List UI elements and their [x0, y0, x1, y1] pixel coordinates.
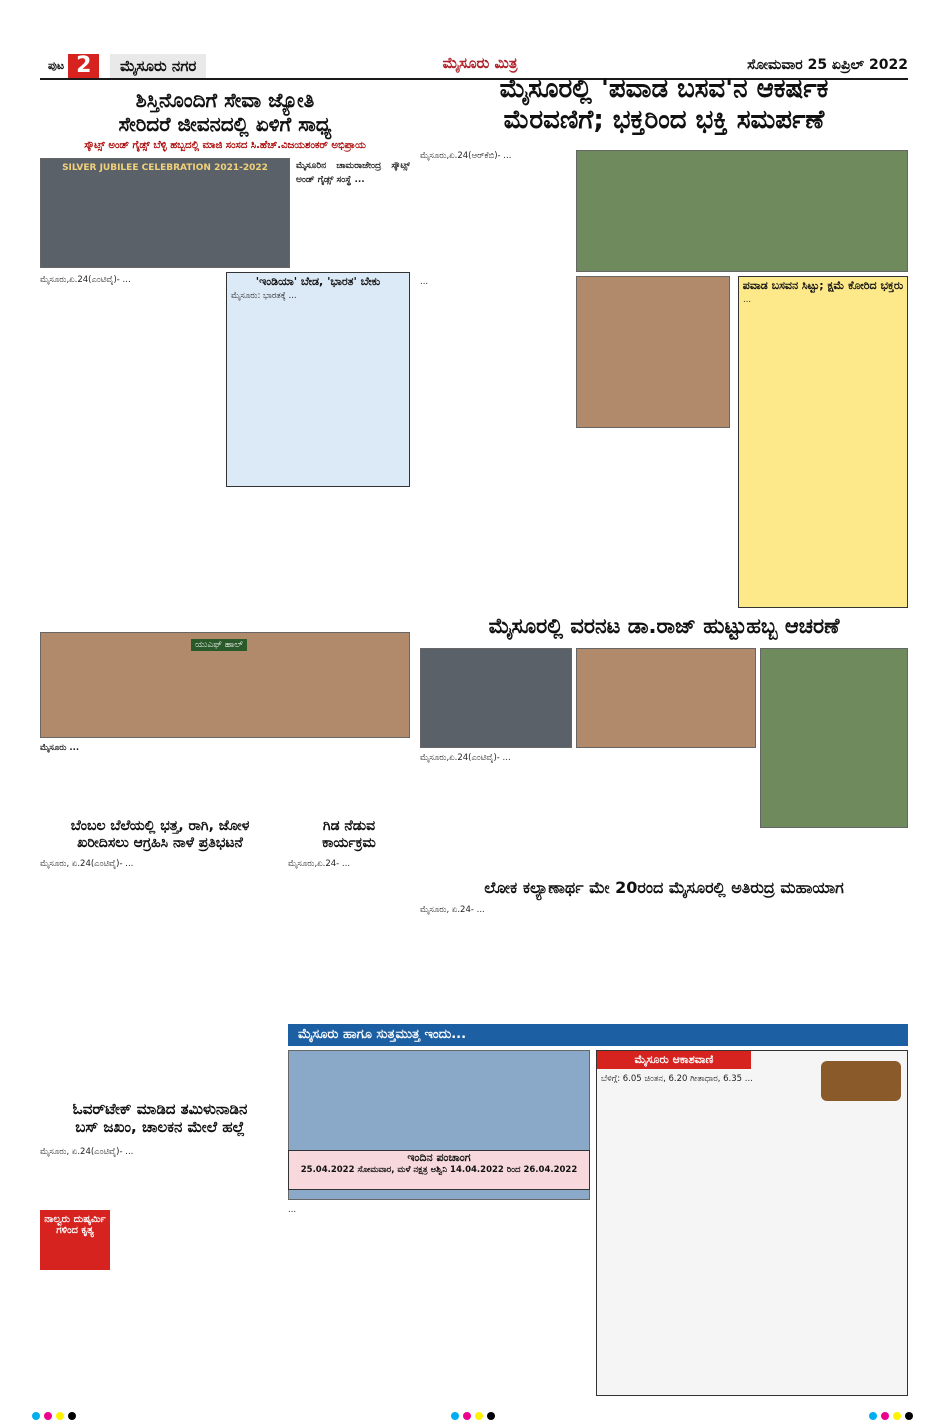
story1-headline-line2: ಸೇರಿದರೆ ಜೀವನದಲ್ಲಿ ಏಳಿಗೆ ಸಾಧ್ಯ [118, 112, 332, 136]
story7-headline [40, 1100, 280, 1136]
india-body: ಮೈಸೂರು: ಭಾರತಕ್ಕೆ ... [231, 291, 297, 302]
story2-headline-line1: ಮೈಸೂರಲ್ಲಿ 'ಪವಾಡ ಬಸವ'ನ ಆಕರ್ಷಕ [499, 74, 829, 104]
story7-body-left [40, 1274, 110, 1396]
panchanga-box [288, 1150, 590, 1190]
registration-dots-right [867, 1405, 915, 1424]
story1-caption: ಮೈಸೂರಿನ ಚಾಮರಾಜೇಂದ್ರ ಸ್ಕೌಟ್ಸ್ ಅಂಡ್ ಗೈಡ್ಸ್ ಸಂಸ್ಥೆ ... [296, 161, 410, 185]
registration-dots-left [30, 1405, 78, 1424]
radio-icon [821, 1061, 901, 1101]
page-label: ಪುಟ [48, 59, 65, 72]
library-photo [40, 632, 410, 738]
story2-body-continued [420, 432, 730, 608]
panchanga-title: ಇಂದಿನ ಪಂಚಾಂಗ [407, 1151, 471, 1164]
story7-sidebox: ನಾಲ್ವರು ದುಷ್ಕರ್ಮಿ ಗಳಿಂದ ಕೃತ್ಯ [40, 1210, 110, 1270]
story1-headline [40, 88, 410, 136]
basava-sidebox [738, 276, 908, 608]
story7-headline-line2: ಬಸ್ ಜಖಂ, ಚಾಲಕನ ಮೇಲೆ ಹಲ್ಲೆ [75, 1118, 245, 1136]
story2-body: ... [420, 277, 429, 287]
story5-headline [288, 818, 410, 852]
story5-body: ಮೈಸೂರು,ಏ.24- ... [288, 859, 351, 869]
story3-body-continued [760, 832, 908, 872]
story3-photo-3 [760, 648, 908, 828]
masthead: ಮೈಸೂರು ಮಿತ್ರ [442, 54, 518, 72]
story5-headline-line1: ಗಿಡ ನೆಡುವ [322, 818, 376, 834]
issue-date: ಸೋಮವಾರ 25 ಏಪ್ರಿಲ್ 2022 [747, 57, 908, 73]
story6-body: ಮೈಸೂರು, ಏ.24- ... [420, 905, 485, 915]
story6-headline: ಲೋಕ ಕಲ್ಯಾಣಾರ್ಥ ಮೇ 20ರಂದ ಮೈಸೂರಲ್ಲಿ ಅತಿರುದ್ರ ಮಹಾಯಾಗ [484, 878, 844, 897]
india-box [226, 272, 410, 487]
story2-photo-middle [576, 276, 730, 428]
story5-headline-line2: ಕಾರ್ಯಕ್ರಮ [322, 834, 376, 851]
story2-headline [420, 74, 908, 136]
story1-body-continued [226, 492, 410, 629]
story3-headline: ಮೈಸೂರಲ್ಲಿ ವರನಟ ಡಾ.ರಾಜ್ ಹುಟ್ಟುಹಬ್ಬ ಆಚರಣೆ [488, 614, 840, 638]
section-name: ಮೈಸೂರು ನಗರ [110, 54, 206, 78]
panchanga-line: 25.04.2022 ಸೋಮವಾರ, ಮಳೆ ನಕ್ಷತ್ರ ಅಶ್ವಿನಿ 14.04.2022 ರಿಂದ 26.04.2022 [300, 1165, 578, 1175]
radio-box [596, 1050, 908, 1396]
story2-headline-line2: ಮೆರವಣಿಗೆ; ಭಕ್ತರಿಂದ ಭಕ್ತಿ ಸಮರ್ಪಣೆ [503, 105, 825, 136]
story4-body: ಮೈಸೂರು, ಏ.24(ಎಂಟಿವೈ)- ... [40, 859, 134, 869]
library-sign: ಯುಎಫ್ ಹಾಲ್ [191, 639, 247, 651]
print-registration-marks [0, 1404, 945, 1424]
story1-photo [40, 158, 290, 268]
story1-body: ಮೈಸೂರು,ಏ.24(ಎಂಟಿವೈ)- ... [40, 275, 131, 285]
story7-headline-line1: ಓವರ್‌ಟೇಕ್ ಮಾಡಿದ ತಮಿಳುನಾಡಿನ [72, 1100, 248, 1118]
story7-body-continued [116, 1210, 280, 1396]
page-number-block [44, 54, 99, 78]
story2-photo-top [576, 150, 908, 272]
story3-photo-2 [576, 648, 756, 748]
story1-headline-line1: ಶಿಸ್ತಿನೊಂದಿಗೆ ಸೇವಾ ಜ್ಯೋತಿ [135, 88, 315, 112]
today-band: ಮೈಸೂರು ಹಾಗೂ ಸುತ್ತಮುತ್ತ ಇಂದು... [288, 1024, 908, 1046]
story4-headline-line2: ಖರೀದಿಸಲು ಆಗ್ರಹಿಸಿ ನಾಳೆ ಪ್ರತಿಭಟನೆ [77, 834, 243, 851]
india-headline: 'ಇಂಡಿಯಾ' ಬೇಡ, 'ಭಾರತ' ಬೇಕು [255, 275, 381, 288]
story3-photo-1 [420, 648, 572, 748]
story4-headline [40, 818, 280, 852]
registration-dots-center [449, 1405, 497, 1424]
radio-body: ಬೆಳಿಗ್ಗೆ: 6.05 ಚಿಂತನ, 6.20 ಗೀತಾಧಾರ, 6.35 ... [601, 1074, 753, 1084]
radio-title: ಮೈಸೂರು ಆಕಾಶವಾಣಿ [597, 1051, 751, 1069]
library-caption: ಮೈಸೂರು ... [40, 743, 80, 753]
story2-lead: ಮೈಸೂರು,ಏ.24(ಆರ್‌ಕೆಬಿ)- ... [420, 151, 512, 161]
basava-headline: ಪವಾಡ ಬಸವನ ಸಿಟ್ಟು; ಕ್ಷಮೆ ಕೋರಿದ ಭಕ್ತರು [742, 279, 904, 292]
story1-photo-banner: SILVER JUBILEE CELEBRATION 2021-2022 [62, 163, 268, 173]
basava-body: ... [743, 295, 752, 306]
story1-subhead: ಸ್ಕೌಟ್ಸ್ ಅಂಡ್ ಗೈಡ್ಸ್ ಬೆಳ್ಳಿ ಹಬ್ಬದಲ್ಲಿ ಮಾಜಿ ಸಂಸದ ಸಿ.ಹೆಚ್.ವಿಜಯಶಂಕರ್ ಅಭಿಪ್ರಾಯ [84, 140, 366, 151]
events-listing: ... [288, 1205, 297, 1215]
story7-body: ಮೈಸೂರು, ಏ.24(ಎಂಟಿವೈ)- ... [40, 1147, 134, 1157]
story4-headline-line1: ಬೆಂಬಲ ಬೆಲೆಯಲ್ಲಿ ಭತ್ತ, ರಾಗಿ, ಜೋಳ [70, 818, 250, 834]
story3-body: ಮೈಸೂರು,ಏ.24(ಎಂಟಿವೈ)- ... [420, 753, 511, 763]
page-number: 2 [68, 54, 99, 78]
